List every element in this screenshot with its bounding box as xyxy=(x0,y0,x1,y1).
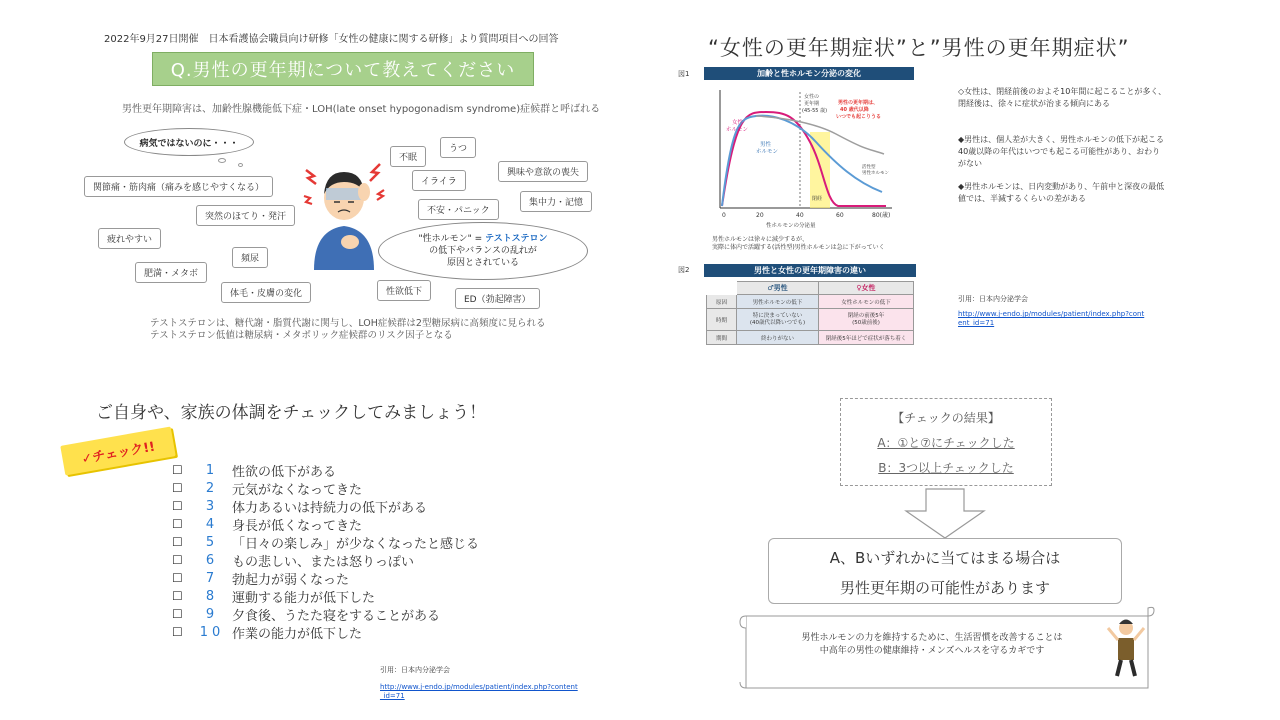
note-line-1: テストステロンは、糖代謝・脂質代謝に関与し、LOH症候群は2型糖尿病に高頻度に見られる xyxy=(150,318,546,329)
hormone-line-3: 原因とされている xyxy=(446,258,519,268)
symptom-tag-fatigue: 疲れやすい xyxy=(98,228,161,249)
checklist-item xyxy=(172,479,479,497)
checklist-number: 1 xyxy=(205,462,219,478)
female-hormone-label: 女性 xyxy=(732,120,744,126)
checklist-number: 2 xyxy=(205,480,219,496)
conclusion-line-2: 男性更年期の可能性があります xyxy=(839,579,1050,597)
down-arrow-icon xyxy=(904,488,986,540)
checkbox[interactable]: ☐ xyxy=(172,553,183,567)
checklist-number: 9 xyxy=(205,606,219,622)
table-cell-male: 男性ホルモンの低下 xyxy=(737,295,819,309)
testosterone-highlight: テストステロン xyxy=(485,234,548,244)
svg-text:40: 40 xyxy=(796,212,804,219)
advice-line-1: 男性ホルモンの力を維持するために、生活習慣を改善することは xyxy=(801,633,1063,643)
bullet-male-daily: ◆男性ホルモンは、日内変動があり、午前中と深夜の最低値では、半減するくらいの差がある xyxy=(958,182,1165,203)
check-badge: ✓チェック!! xyxy=(60,427,176,476)
symptom-tag-concentration: 集中力・記憶 xyxy=(520,191,592,212)
checkbox[interactable]: ☐ xyxy=(172,517,183,531)
thought-dot xyxy=(218,158,226,163)
svg-text:60: 60 xyxy=(836,212,844,219)
checklist-text: 運動する能力が低下した xyxy=(232,590,376,606)
definition-text: 男性更年期障害は、加齢性腺機能低下症・LOH(late onset hypogonadism syndrome)症候群と呼ばれる xyxy=(122,104,601,115)
symptom-tag-frequent-urination: 頻尿 xyxy=(232,247,268,268)
thought-dot xyxy=(238,163,243,167)
figure-1-title-bar: 加齢と性ホルモン分泌の変化 xyxy=(704,67,914,80)
symptom-tag-ed: ED（勃起障害） xyxy=(455,288,540,309)
symptom-tag-interest-loss: 興味や意欲の喪失 xyxy=(498,161,588,182)
chart-caption xyxy=(712,236,885,252)
checklist-item xyxy=(172,569,479,587)
checkbox[interactable]: ☐ xyxy=(172,607,183,621)
checklist-item xyxy=(172,605,479,623)
table-head-male: ♂男性 xyxy=(737,282,819,295)
thought-text: 病気ではないのに・・・ xyxy=(139,138,239,149)
male-menopause-label: 男性の更年期は、 xyxy=(838,100,879,106)
checklist-text: 「日々の楽しみ」が少なくなったと感じる xyxy=(232,536,480,552)
active-male-label: 活性型 xyxy=(862,165,876,170)
checkbox[interactable]: ☐ xyxy=(172,571,183,585)
symptom-checklist xyxy=(172,461,479,641)
symptom-tag-irritability: イライラ xyxy=(412,170,466,191)
checklist-item xyxy=(172,587,479,605)
citation-link[interactable]: http://www.j-endo.jp/modules/patient/index.php?content_id=71 xyxy=(958,310,1145,327)
checklist-text: 体力あるいは持続力の低下がある xyxy=(232,500,428,516)
result-condition-b: B：3つ以上チェックした xyxy=(878,461,1014,475)
symptom-tag-anxiety: 不安・パニック xyxy=(418,199,499,220)
checklist-item xyxy=(172,497,479,515)
svg-text:0: 0 xyxy=(722,212,726,219)
svg-text:(45-55 歳): (45-55 歳) xyxy=(802,108,828,114)
comparison-title: “女性の更年期症状”と”男性の更年期症状” xyxy=(708,36,1130,60)
svg-text:20: 20 xyxy=(756,212,764,219)
svg-text:いつでも起こりうる: いつでも起こりうる xyxy=(836,114,882,120)
checklist-number: 10 xyxy=(199,624,225,640)
bullet-male-variation: ◆男性は、個人差が大きく、男性ホルモンの低下が起こる40歳以降の年代はいつでも起こる可能性があり、おわりがない xyxy=(958,135,1164,168)
question-title-box: Q.男性の更年期について教えてください xyxy=(152,52,534,86)
comparison-table xyxy=(706,281,914,345)
hormone-label: "性ホルモン" = xyxy=(418,234,486,244)
checkbox[interactable]: ☐ xyxy=(172,625,183,639)
table-cell-female: 閉経後5年ほどで症状が落ち着く xyxy=(819,331,914,345)
checklist-item xyxy=(172,515,479,533)
checklist-text: もの悲しい、または怒りっぽい xyxy=(232,554,415,570)
checklist-item xyxy=(172,623,479,641)
table-cell-female: 閉経の前後5年 (50歳前後) xyxy=(819,309,914,331)
table-row-label: 期間 xyxy=(707,331,737,345)
result-condition-a: A：①と⑦にチェックした xyxy=(877,436,1015,450)
table-cell-male: 特に決まっていない (40歳代以降いつでも) xyxy=(737,309,819,331)
event-header: 2022年9月27日開催 日本看護協会職員向け研修「女性の健康に関する研修」より質問項目への回答 xyxy=(104,34,559,45)
checkbox[interactable]: ☐ xyxy=(172,463,183,477)
hormone-line-2: の低下やバランスの乱れが xyxy=(429,246,537,256)
checklist-item xyxy=(172,551,479,569)
checkbox[interactable]: ☐ xyxy=(172,535,183,549)
checklist-number: 6 xyxy=(205,552,219,568)
figure-2-label: 図2 xyxy=(678,266,690,274)
citation-label: 引用：日本内分泌学会 xyxy=(958,295,1028,303)
checklist-number: 4 xyxy=(205,516,219,532)
caption-line-2: 実際に体内で活躍する(活性型)男性ホルモンは急に下がっていく xyxy=(712,244,885,251)
figure-2-title-bar: 男性と女性の更年期障害の違い xyxy=(704,264,916,277)
symptom-tag-libido: 性欲低下 xyxy=(377,280,431,301)
table-corner xyxy=(707,282,737,295)
table-cell-female: 女性ホルモンの低下 xyxy=(819,295,914,309)
bullet-female: ◇女性は、閉経前後のおよそ10年間に起こることが多く、閉経後は、徐々に症状が治まる傾向にある xyxy=(958,87,1167,108)
checklist-number: 8 xyxy=(205,588,219,604)
checklist-text: 性欲の低下がある xyxy=(232,464,337,480)
symptom-tag-hair-skin: 体毛・皮膚の変化 xyxy=(221,282,311,303)
conclusion-box xyxy=(768,538,1122,604)
male-hormone-label: 男性 xyxy=(760,142,772,148)
checklist-text: 作業の能力が低下した xyxy=(232,626,363,642)
symptom-tag-joint: 関節痛・筋肉痛（痛みを感じやすくなる） xyxy=(84,176,273,197)
note-line-2: テストステロン低値は糖尿病・メタボリック症候群のリスク因子となる xyxy=(150,330,453,341)
checklist-title: ご自身や、家族の体調をチェックしてみましょう！ xyxy=(96,403,487,423)
table-head-female: ♀女性 xyxy=(819,282,914,295)
checklist-item xyxy=(172,461,479,479)
symptom-tag-insomnia: 不眠 xyxy=(390,146,426,167)
checklist-number: 3 xyxy=(205,498,219,514)
table-row-label: 原因 xyxy=(707,295,737,309)
checklist-item xyxy=(172,533,479,551)
checklist-text: 身長が低くなってきた xyxy=(232,518,363,534)
svg-text:ホルモン: ホルモン xyxy=(726,127,749,133)
symptom-tag-depression: うつ xyxy=(440,137,476,158)
menopause-label: 閉経 xyxy=(812,196,823,202)
checklist-number: 7 xyxy=(205,570,219,586)
female-menopause-label: 女性の xyxy=(804,94,820,100)
table-cell-male: 終わりがない xyxy=(737,331,819,345)
thought-cloud xyxy=(124,128,254,156)
svg-text:男性ホルモン: 男性ホルモン xyxy=(862,171,889,176)
conclusion-line-1: A、Bいずれかに当てはまる場合は xyxy=(829,549,1061,567)
svg-text:40 歳代以降: 40 歳代以降 xyxy=(840,107,869,113)
hormone-cloud xyxy=(378,222,588,280)
caption-line-1: 男性ホルモンは徐々に減少するが、 xyxy=(712,236,809,243)
checklist-text: 元気がなくなってきた xyxy=(232,482,363,498)
chart-unit-label: 80(歳) xyxy=(872,212,891,219)
hormone-chart xyxy=(706,82,914,232)
svg-text:ホルモン: ホルモン xyxy=(756,149,779,155)
check-result-box xyxy=(840,398,1052,486)
testosterone-note xyxy=(150,318,545,342)
figure-1-label: 図1 xyxy=(678,70,690,78)
result-title: 【チェックの結果】 xyxy=(892,411,1000,425)
table-row-label: 時期 xyxy=(707,309,737,331)
symptom-tag-obesity: 肥満・メタボ xyxy=(135,262,207,283)
advice-line-2: 中高年の男性の健康維持・メンズヘルスを守るカギです xyxy=(819,646,1045,656)
citation-label: 引用：日本内分泌学会 xyxy=(380,666,450,674)
checkbox[interactable]: ☐ xyxy=(172,481,183,495)
checkbox[interactable]: ☐ xyxy=(172,499,183,513)
checklist-text: 夕食後、うたた寝をすることがある xyxy=(232,608,441,624)
checkbox[interactable]: ☐ xyxy=(172,589,183,603)
citation-link[interactable]: http://www.j-endo.jp/modules/patient/index.php?content_id=71 xyxy=(380,683,578,700)
checklist-text: 勃起力が弱くなった xyxy=(232,572,350,588)
advice-text xyxy=(762,632,1102,658)
checklist-number: 5 xyxy=(205,534,219,550)
svg-text:更年期: 更年期 xyxy=(804,101,820,107)
symptom-tag-hotflash: 突然のほてり・発汗 xyxy=(196,205,295,226)
chart-xlabel: 性ホルモンの分泌量 xyxy=(766,223,816,229)
